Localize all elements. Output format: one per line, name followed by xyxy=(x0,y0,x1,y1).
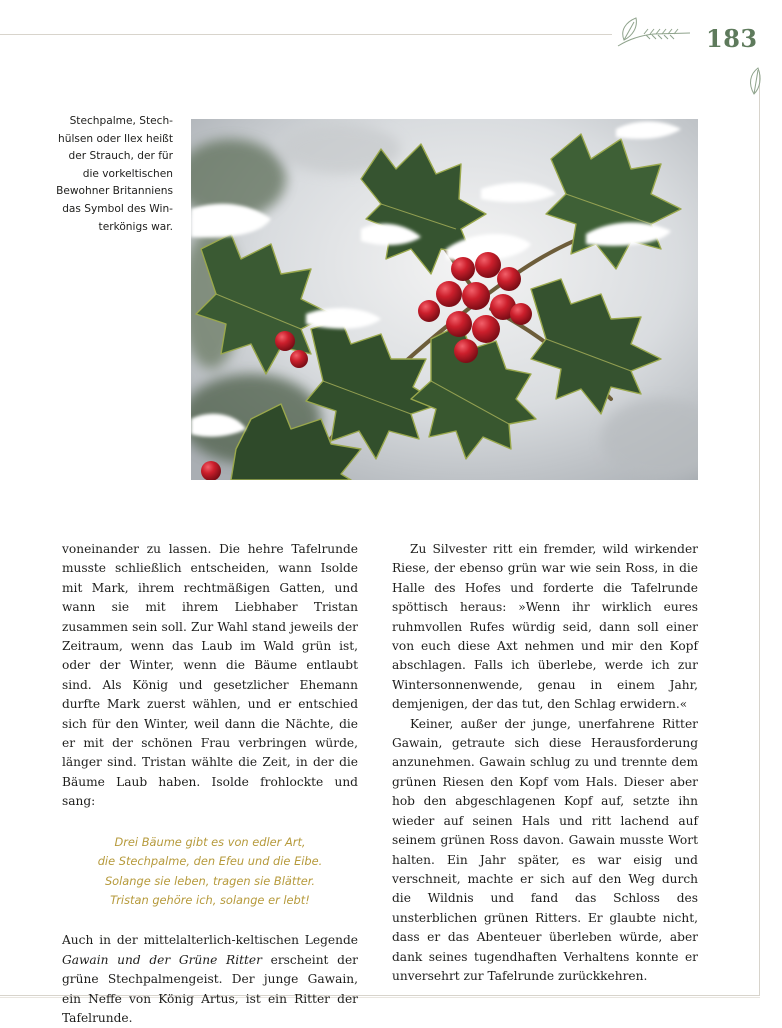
text-column-left xyxy=(62,540,358,1028)
left-paragraph-2 xyxy=(62,931,358,1028)
frame-right-rule xyxy=(759,72,760,996)
verse-line: Drei Bäume gibt es von edler Art, xyxy=(114,834,306,849)
right-paragraph-1: Zu Silvester ritt ein fremder, wild wirkender Riese, der ebenso grün war wie sein Ross, in die Halle des Hofes und forderte die Tafelrunde spöttisch heraus: »Wenn ihr wirklich eures ruhmvollen Rufes würdig seid, dann soll einer von euch diese Axt nehmen und mir den Kopf abschlagen. Falls ich überlebe, werde ich zur Wintersonnenwende, genau in einem Jahr, demjenigen, der das tut, den Schlag erwidern.« xyxy=(392,542,698,712)
holly-photo xyxy=(191,119,698,480)
paragraph-2-start: Auch in der mittelalterlich-keltischen Legende xyxy=(62,933,358,948)
right-paragraph-2: Keiner, außer der junge, unerfahrene Ritter Gawain, getraute sich diese Herausforderung anzunehmen. Gawain schlug zu und trennte dem grünen Riesen den Kopf vom Hals. Dieser aber hob den abgeschlagenen Kopf auf, setzte ihn wieder auf seinen Hals und ritt lachend auf seinem grünen Ross davon. Gawain musste Wort halten. Ein Jahr später, es war eisig und verschneit, machte er sich auf den Weg durch die Wildnis und fand das Schloss des unsterblichen grünen Ritters. Er glaubte nicht, dass er das Abenteuer überleben würde, aber dank seines tugendhaften Verhaltens konnte er unversehrt zur Tafelrunde zurückkehren. xyxy=(392,716,698,983)
verse-line: Solange sie leben, tragen sie Blätter. xyxy=(104,873,316,888)
frame-top-rule xyxy=(0,34,612,35)
poem-verse xyxy=(62,833,358,911)
verse-line: die Stechpalme, den Efeu und die Eibe. xyxy=(97,854,323,869)
left-paragraph-1: voneinander zu lassen. Die hehre Tafelrunde musste schließlich entscheiden, wann Isolde mit Mark, ihrem rechtmäßigen Gatten, und wann sie mit ihrem Liebhaber Tristan zusammen sein soll. Zur Wahl stand jeweils der Zeitraum, wenn das Laub im Wald grün ist, oder der Winter, wenn die Bäume entlaubt sind. Als König und gesetzlicher Ehemann durfte Mark zuerst wählen, und er entschied sich für den Winter, weil dann die Nächte, die er mit der schönen Frau verbringen würde, länger sind. Tristan wählte die Zeit, in der die Bäume Laub haben. Isolde frohlockte und sang: xyxy=(62,542,358,809)
verse-line: Tristan gehöre ich, solange er lebt! xyxy=(110,892,310,907)
figure-caption: Stechpalme, Stechhülsen oder Ilex heißt der Strauch, der für die vorkeltischen Bewohner Britanniens das Symbol des Winterkönigs war. xyxy=(56,115,173,233)
paragraph-2-end: erscheint der grüne Stechpalmengeist. Der junge Gawain, ein Neffe von König Artus, ist ein Ritter der Tafelrunde. xyxy=(62,952,358,1025)
leaf-sprig-icon xyxy=(614,16,692,50)
page-number: 183 xyxy=(706,24,758,53)
text-column-right xyxy=(392,540,698,986)
leaf-icon xyxy=(746,66,764,96)
legend-title: Gawain und der Grüne Ritter xyxy=(62,952,262,967)
